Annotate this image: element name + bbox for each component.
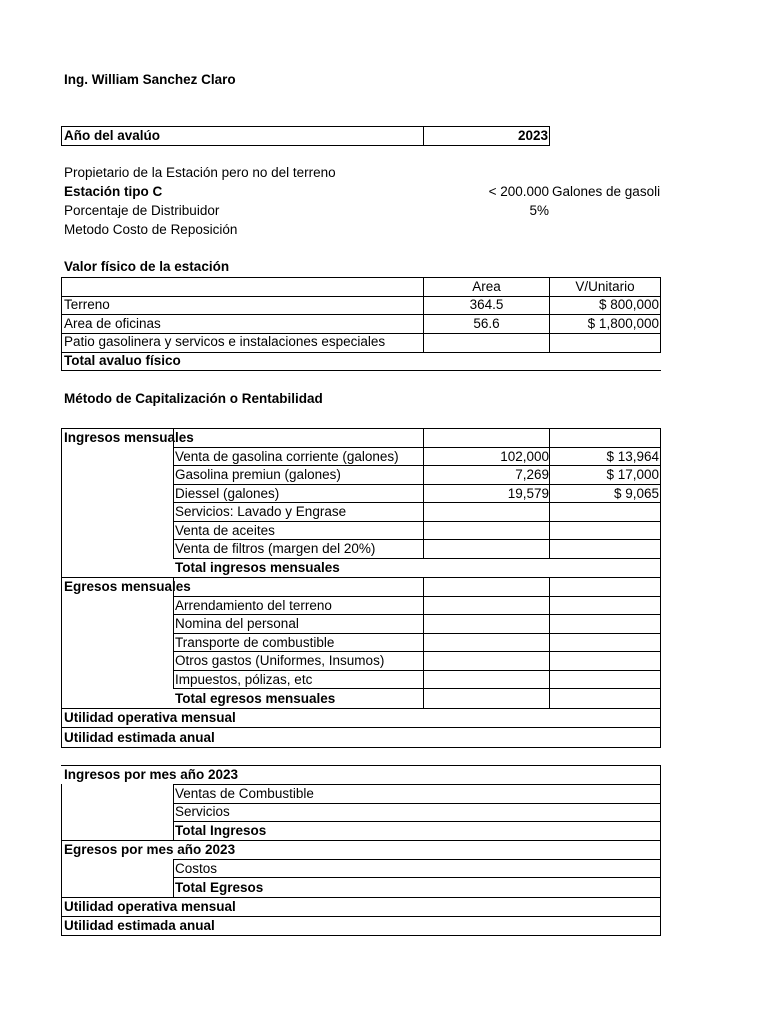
physical-row-area: 56.6 xyxy=(473,316,500,331)
year-income-row: Servicios xyxy=(175,804,230,819)
distributor-value: 5% xyxy=(529,203,549,218)
income-row-price: $ 17,000 xyxy=(606,467,659,482)
distributor-label: Porcentaje de Distribuidor xyxy=(64,203,220,218)
year-label: Año del avalúo xyxy=(64,128,161,143)
income-row-qty: 7,269 xyxy=(515,467,549,482)
year-operating-monthly: Utilidad operativa mensual xyxy=(64,899,236,914)
physical-header-area: Area xyxy=(472,279,501,294)
income-row-price: $ 9,065 xyxy=(613,486,659,501)
physical-row-label: Patio gasolinera y servicos e instalaciones especiales xyxy=(64,334,386,349)
income-row-qty: 19,579 xyxy=(507,486,549,501)
owner-text: Propietario de la Estación pero no del terreno xyxy=(64,165,336,180)
year-income-total: Total Ingresos xyxy=(175,823,267,838)
method-text: Metodo Costo de Reposición xyxy=(64,222,238,237)
income-row-label: Venta de aceites xyxy=(175,523,275,538)
station-gallons-unit: Galones de gasoli xyxy=(552,184,661,199)
expense-row-label: Impuestos, pólizas, etc xyxy=(175,672,313,687)
operating-monthly: Utilidad operativa mensual xyxy=(64,710,236,725)
expense-row-label: Otros gastos (Uniformes, Insumos) xyxy=(175,653,385,668)
year-income-header: Ingresos por mes año 2023 xyxy=(64,767,239,782)
physical-row-unit-value: $ 800,000 xyxy=(598,297,659,312)
physical-total: Total avaluo físico xyxy=(64,353,181,368)
physical-title: Valor físico de la estación xyxy=(64,259,230,274)
year-expense-total: Total Egresos xyxy=(175,880,264,895)
year-estimated-annual: Utilidad estimada anual xyxy=(64,918,215,933)
station-gallons: < 200.000 xyxy=(488,184,549,199)
year-income-row: Ventas de Combustible xyxy=(175,786,314,801)
physical-row-label: Terreno xyxy=(64,297,110,312)
expense-row-label: Arrendamiento del terreno xyxy=(175,598,332,613)
physical-row-label: Area de oficinas xyxy=(64,316,161,331)
income-header: Ingresos mensuales xyxy=(64,430,194,445)
year-expense-row: Costos xyxy=(175,861,218,876)
expense-row-label: Nomina del personal xyxy=(175,616,299,631)
income-row-label: Venta de gasolina corriente (galones) xyxy=(175,449,399,464)
income-row-label: Diessel (galones) xyxy=(175,486,280,501)
physical-row-area: 364.5 xyxy=(469,297,504,312)
expense-total: Total egresos mensuales xyxy=(175,691,336,706)
physical-row-unit-value: $ 1,800,000 xyxy=(587,316,659,331)
expense-row-label: Transporte de combustible xyxy=(175,635,335,650)
year-expense-header: Egresos por mes año 2023 xyxy=(64,842,236,857)
year-value: 2023 xyxy=(517,128,548,143)
income-row-label: Servicios: Lavado y Engrase xyxy=(175,504,347,519)
expense-header: Egresos mensuales xyxy=(64,579,191,594)
station-type: Estación tipo C xyxy=(64,184,163,199)
income-row-price: $ 13,964 xyxy=(606,449,659,464)
income-total: Total ingresos mensuales xyxy=(175,560,340,575)
physical-header-unit: V/Unitario xyxy=(575,279,635,294)
estimated-annual: Utilidad estimada anual xyxy=(64,730,215,745)
capitalization-title: Método de Capitalización o Rentabilidad xyxy=(64,391,323,406)
income-row-label: Gasolina premiun (galones) xyxy=(175,467,341,482)
income-row-qty: 102,000 xyxy=(500,449,549,464)
income-row-label: Venta de filtros (margen del 20%) xyxy=(175,541,376,556)
author-name: Ing. William Sanchez Claro xyxy=(64,72,236,87)
